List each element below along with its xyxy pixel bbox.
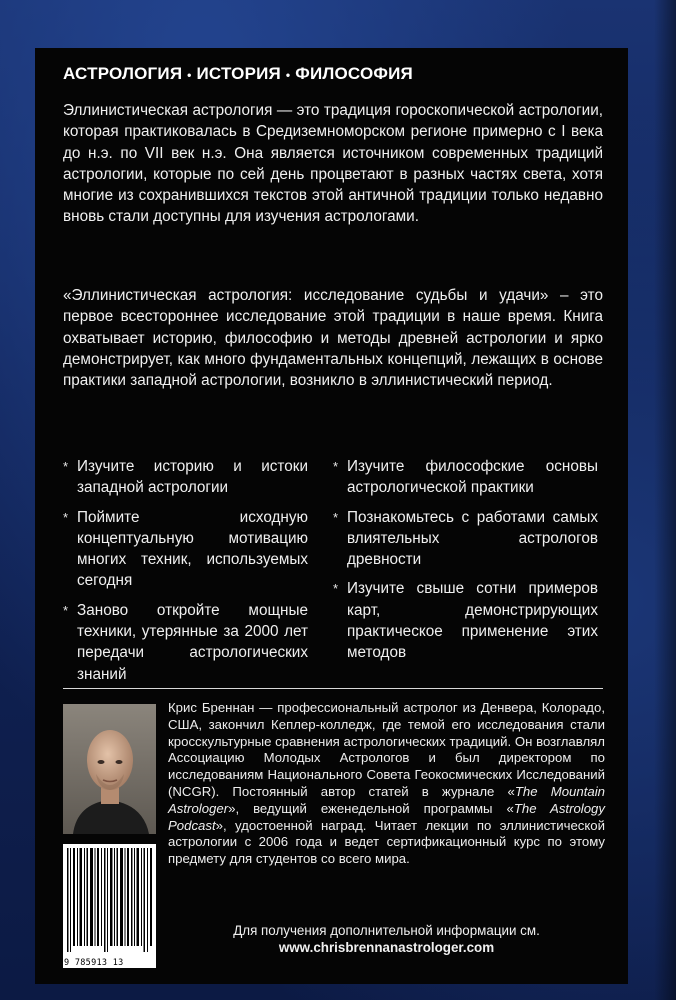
feature-list <box>63 456 608 684</box>
feature-item <box>63 600 308 685</box>
feature-column-right <box>333 456 598 672</box>
bio-text: », ведущий еженедельной программы « <box>228 800 514 816</box>
bullet-star-icon: * <box>333 509 339 525</box>
heading-philosophy: ФИЛОСОФИЯ <box>295 64 413 83</box>
bio-text: Крис Бреннан — профессиональный астролог из Денвера, Колорадо, США, закончил Кеплер-колледж, где темой его исследования стали кросскультурные сравнения астрологических традиций. Он возглавлял Ассоциацию Молодых Астрологов и был директором по исследованиям Национального Совета Геокосмических Исследований (NCGR). Постоянный автор статей в журнале « <box>168 700 605 799</box>
author-bio <box>168 700 605 868</box>
podcast-title: The Astrology Podcast <box>168 800 605 833</box>
more-info <box>168 922 605 956</box>
feature-column-left <box>63 456 308 693</box>
heading-astrology: АСТРОЛОГИЯ <box>63 64 183 83</box>
author-photo <box>63 704 156 834</box>
isbn-barcode <box>63 844 156 968</box>
divider <box>63 688 603 689</box>
heading-history: ИСТОРИЯ <box>196 64 281 83</box>
spine-shadow <box>654 0 676 1000</box>
website-url: www.chrisbrennanastrologer.com <box>278 940 495 955</box>
feature-text: Познакомьтесь с работами самых влиятельных астрологов древности <box>347 508 598 569</box>
book-description-paragraph: «Эллинистическая астрология: исследование судьбы и удачи» – это первое всестороннее исследование этой традиции в наше время. Книга охватывает историю, философию и методы древней астрологии и ярко демонстрирует, как много фундаментальных концепций, лежащих в основе практики западной астрологии, возникло в эллинистический период. <box>63 287 603 390</box>
feature-item <box>63 507 308 592</box>
text-panel <box>35 48 628 984</box>
bullet-star-icon: * <box>333 581 339 597</box>
feature-text: Заново откройте мощные техники, утерянные за 2000 лет передачи астрологических знаний <box>77 601 308 683</box>
heading-separator: • <box>187 68 192 82</box>
bullet-star-icon: * <box>63 602 69 618</box>
more-info-label: Для получения дополнительной информации см. <box>233 923 540 938</box>
author-portrait-image <box>63 704 156 834</box>
feature-item <box>333 578 598 663</box>
feature-item <box>333 507 598 571</box>
feature-text: Изучите философские основы астрологической практики <box>347 458 598 497</box>
bullet-star-icon: * <box>63 509 69 525</box>
feature-item <box>333 456 598 499</box>
bullet-star-icon: * <box>63 459 69 474</box>
feature-text: Изучите свыше сотни примеров карт, демонстрирующих практическое применение этих методов <box>347 580 598 662</box>
bullet-star-icon: * <box>333 459 339 474</box>
isbn-digits: 9 785913 13 <box>64 958 124 968</box>
intro-paragraph: Эллинистическая астрология — это традиция гороскопической астрологии, которая практиковалась в Средиземноморском регионе примерно с I века до н.э. по VII век н.э. Она является источником современных традиций астрологии, которые по сей день процветают в разных частях света, хотя многие из сохранившихся текстов этой античной традиции только недавно вновь стали доступны для изучения астрологами. <box>63 102 603 226</box>
series-heading <box>63 64 413 84</box>
bio-text: », удостоенной наград. Читает лекции по эллинистической астрологии с 2006 года и ведет сертификационный курс по этому предмету для студентов со всего мира. <box>168 817 605 867</box>
feature-text: Поймите исходную концептуальную мотивацию многих техник, используемых сегодня <box>77 508 308 590</box>
feature-text: Изучите историю и истоки западной астрологии <box>77 458 308 497</box>
magazine-title: The Mountain Astrologer <box>168 783 605 816</box>
heading-separator: • <box>285 68 291 82</box>
feature-item <box>63 456 308 499</box>
barcode-bars <box>63 844 156 954</box>
